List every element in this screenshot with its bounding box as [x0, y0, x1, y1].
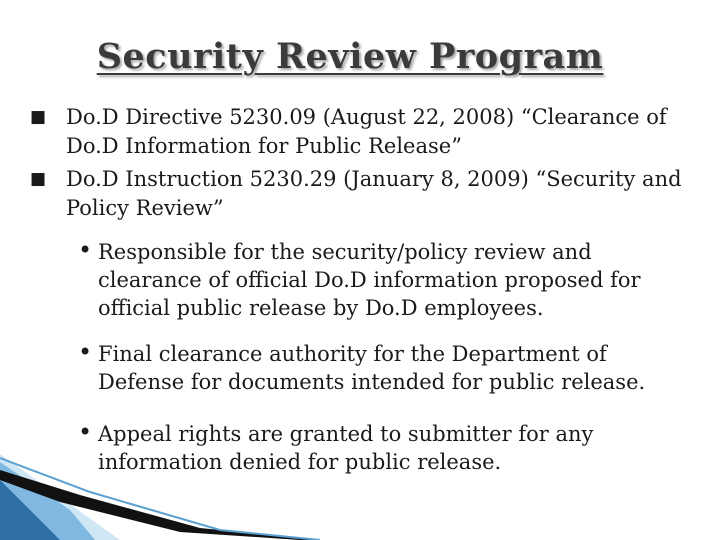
sub-bullet-text: Final clearance authority for the Department of Defense for documents intended for public release.: [98, 342, 646, 394]
slide-title: Security Review Program: [96, 36, 604, 77]
sub-bullet-text: Appeal rights are granted to submitter for any information denied for public release.: [98, 422, 594, 474]
dot-bullet-icon: •: [78, 338, 93, 366]
square-bullet-icon: ■: [30, 169, 47, 189]
sub-bullet-item: [78, 340, 678, 396]
sub-bullet-item: [78, 238, 678, 322]
bullet-text: Do.D Instruction 5230.29 (January 8, 2009) “Security and Policy Review”: [66, 167, 682, 220]
corner-decoration: [0, 440, 320, 540]
bullet-text: Do.D Directive 5230.09 (August 22, 2008) “Clearance of Do.D Information for Public Release”: [66, 105, 667, 158]
bullet-item: [30, 103, 710, 161]
bullet-item: [30, 165, 710, 223]
dot-bullet-icon: •: [78, 236, 93, 264]
dot-bullet-icon: •: [78, 418, 93, 446]
square-bullet-icon: ■: [30, 107, 47, 127]
bullet-list: [30, 103, 710, 227]
sub-bullet-text: Responsible for the security/policy review and clearance of official Do.D information proposed for official public release by Do.D employees.: [98, 240, 641, 320]
